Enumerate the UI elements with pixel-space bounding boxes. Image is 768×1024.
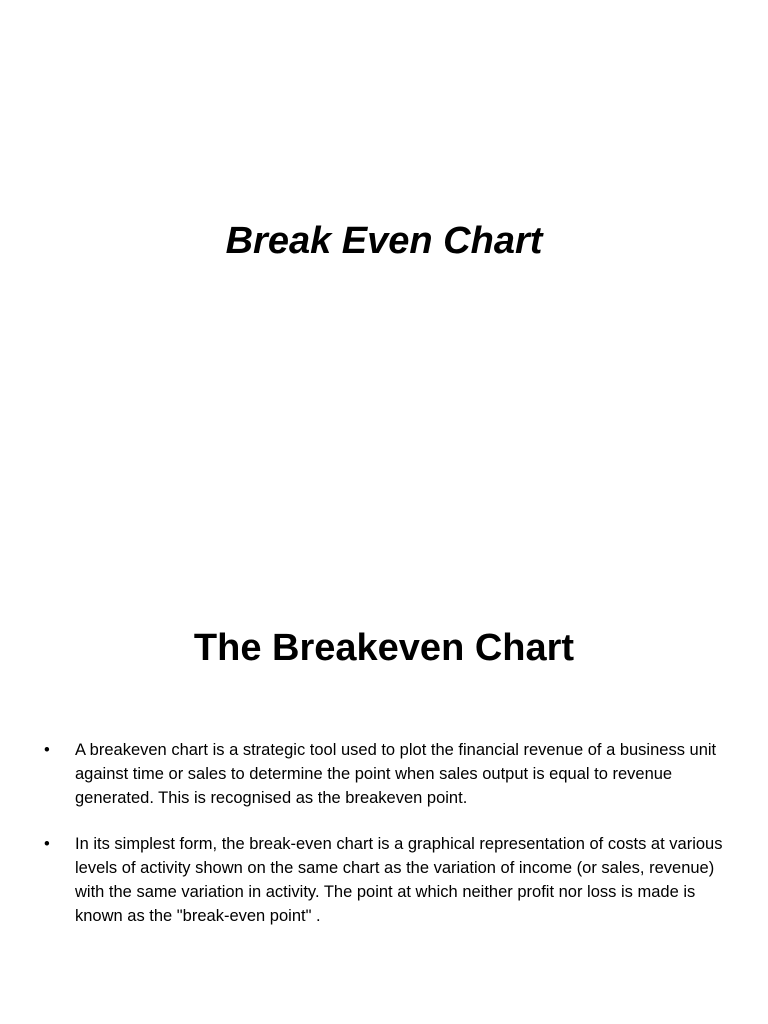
slide-title: Break Even Chart bbox=[225, 220, 543, 262]
bullet-text: In its simplest form, the break-even chart is a graphical representation of costs at various levels of activity shown on the same chart as the variation of income (or sales, revenue) with the same variation in activity. The point at which neither profit nor loss is made is known as the "break-even point" . bbox=[75, 835, 723, 925]
content-slide bbox=[0, 576, 768, 1024]
bullet-list bbox=[44, 738, 724, 950]
bullet-icon: • bbox=[44, 835, 50, 853]
bullet-item bbox=[44, 738, 724, 810]
slide-heading: The Breakeven Chart bbox=[193, 627, 575, 669]
bullet-text: A breakeven chart is a strategic tool used to plot the financial revenue of a business unit against time or sales to determine the point when sales output is equal to revenue generated. This is recognised as the breakeven point. bbox=[75, 741, 717, 807]
bullet-item bbox=[44, 832, 724, 928]
bullet-icon: • bbox=[44, 741, 50, 759]
